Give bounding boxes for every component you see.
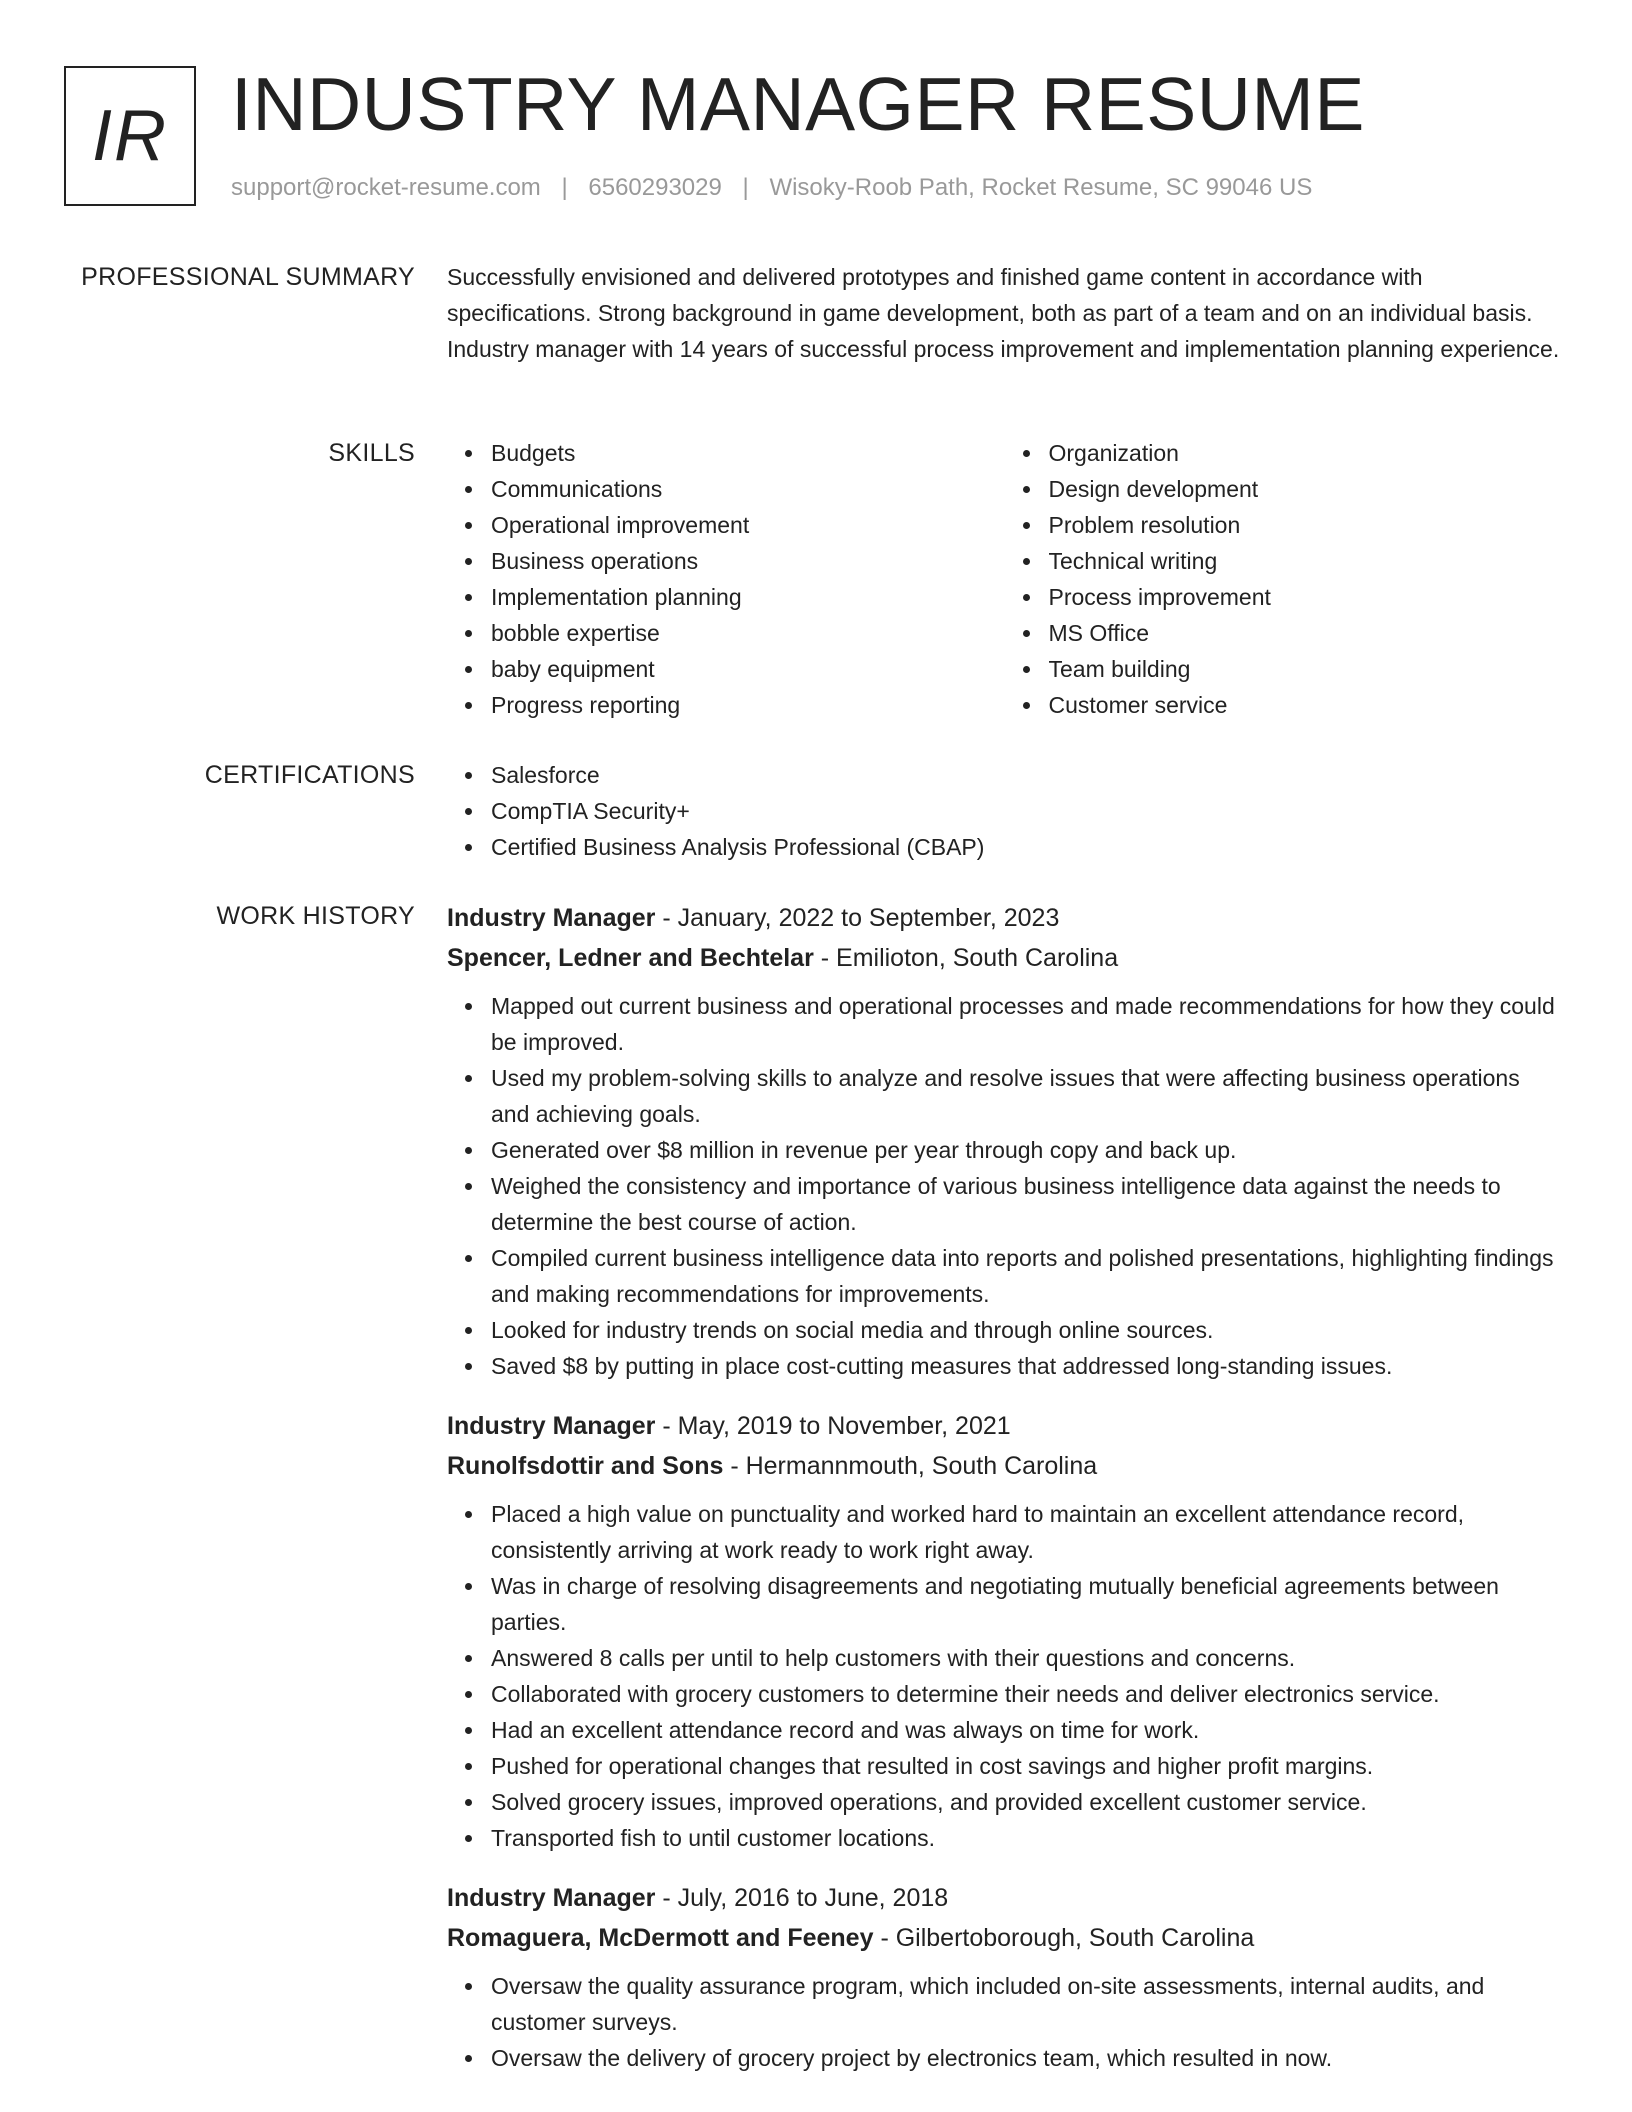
list-item: Business operations xyxy=(491,543,1005,579)
job-dates: - January, 2022 to September, 2023 xyxy=(655,904,1060,932)
section-content xyxy=(447,259,1562,367)
section-heading: CERTIFICATIONS xyxy=(204,761,415,789)
section-heading: SKILLS xyxy=(328,439,415,467)
job-company-line xyxy=(447,938,1562,978)
job-location: - Hermannmouth, South Carolina xyxy=(723,1452,1098,1480)
job-entry xyxy=(447,1406,1562,1856)
summary-text: Successfully envisioned and delivered prototypes and finished game content in accordance with specifications. Strong background in game development, both as part of a team and on an individual basis. Industry manager with 14 years of successful process improvement and implementation planning experience. xyxy=(447,264,1560,362)
job-title-line xyxy=(447,1878,1562,1918)
job-company: Spencer, Ledner and Bechtelar xyxy=(447,944,814,972)
list-item: Budgets xyxy=(491,435,1005,471)
list-item: Progress reporting xyxy=(491,687,1005,723)
list-item: MS Office xyxy=(1049,615,1563,651)
job-bullet: Collaborated with grocery customers to determine their needs and deliver electronics service. xyxy=(491,1676,1562,1712)
list-item: Design development xyxy=(1049,471,1563,507)
job-bullet: Looked for industry trends on social media and through online sources. xyxy=(491,1312,1562,1348)
job-bullets xyxy=(447,988,1562,1384)
list-item: Organization xyxy=(1049,435,1563,471)
list-item: bobble expertise xyxy=(491,615,1005,651)
contact-email: support@rocket-resume.com xyxy=(231,174,541,201)
contact-line xyxy=(231,174,1312,202)
section-content xyxy=(447,435,1562,723)
contact-address: Wisoky-Roob Path, Rocket Resume, SC 99046 US xyxy=(769,174,1313,201)
job-title: Industry Manager xyxy=(447,1884,656,1912)
job-dates: - July, 2016 to June, 2018 xyxy=(655,1884,949,1912)
contact-phone: 6560293029 xyxy=(588,174,722,201)
job-bullet: Solved grocery issues, improved operations, and provided excellent customer service. xyxy=(491,1784,1562,1820)
job-bullet: Saved $8 by putting in place cost-cutting measures that addressed long-standing issues. xyxy=(491,1348,1562,1384)
skills-list-right xyxy=(1005,435,1563,723)
job-bullet: Transported fish to until customer locations. xyxy=(491,1820,1562,1856)
job-company: Romaguera, McDermott and Feeney xyxy=(447,1924,874,1952)
list-item: Communications xyxy=(491,471,1005,507)
list-item: Certified Business Analysis Professional (CBAP) xyxy=(491,829,1562,865)
section-heading: WORK HISTORY xyxy=(216,902,415,930)
job-company-line xyxy=(447,1446,1562,1486)
skills-grid xyxy=(447,435,1562,723)
job-title: Industry Manager xyxy=(447,1412,656,1440)
job-bullets xyxy=(447,1496,1562,1856)
job-bullet: Used my problem-solving skills to analyze and resolve issues that were affecting business operations and achieving goals. xyxy=(491,1060,1562,1132)
job-bullet: Weighed the consistency and importance of various business intelligence data against the needs to determine the best course of action. xyxy=(491,1168,1562,1240)
list-item: CompTIA Security+ xyxy=(491,793,1562,829)
skills-list-left xyxy=(447,435,1005,723)
job-bullet: Was in charge of resolving disagreements and negotiating mutually beneficial agreements between parties. xyxy=(491,1568,1562,1640)
contact-separator: | xyxy=(561,174,568,201)
job-entry xyxy=(447,1878,1562,2076)
list-item: Operational improvement xyxy=(491,507,1005,543)
job-bullet: Generated over $8 million in revenue per year through copy and back up. xyxy=(491,1132,1562,1168)
job-bullet: Pushed for operational changes that resulted in cost savings and higher profit margins. xyxy=(491,1748,1562,1784)
list-item: Customer service xyxy=(1049,687,1563,723)
job-bullet: Answered 8 calls per until to help customers with their questions and concerns. xyxy=(491,1640,1562,1676)
list-item: Problem resolution xyxy=(1049,507,1563,543)
section-content xyxy=(447,757,1562,865)
job-location: - Gilbertoborough, South Carolina xyxy=(873,1924,1255,1952)
monogram-logo: IR xyxy=(64,66,196,206)
resume-title: INDUSTRY MANAGER RESUME xyxy=(231,62,1365,146)
job-bullet: Oversaw the quality assurance program, which included on-site assessments, internal audits, and customer surveys. xyxy=(491,1968,1562,2040)
list-item: Team building xyxy=(1049,651,1563,687)
section-heading: PROFESSIONAL SUMMARY xyxy=(81,263,415,291)
section-content xyxy=(447,898,1562,2098)
job-title-line xyxy=(447,898,1562,938)
list-item: Implementation planning xyxy=(491,579,1005,615)
job-bullet: Oversaw the delivery of grocery project by electronics team, which resulted in now. xyxy=(491,2040,1562,2076)
list-item: Technical writing xyxy=(1049,543,1563,579)
job-title: Industry Manager xyxy=(447,904,656,932)
list-item: Process improvement xyxy=(1049,579,1563,615)
job-title-line xyxy=(447,1406,1562,1446)
list-item: Salesforce xyxy=(491,757,1562,793)
job-bullet: Placed a high value on punctuality and worked hard to maintain an excellent attendance record, consistently arriving at work ready to work right away. xyxy=(491,1496,1562,1568)
job-bullets xyxy=(447,1968,1562,2076)
certifications-list xyxy=(447,757,1562,865)
job-bullet: Mapped out current business and operational processes and made recommendations for how they could be improved. xyxy=(491,988,1562,1060)
contact-separator: | xyxy=(742,174,749,201)
job-company: Runolfsdottir and Sons xyxy=(447,1452,724,1480)
job-entry xyxy=(447,898,1562,1384)
job-location: - Emilioton, South Carolina xyxy=(813,944,1119,972)
list-item: baby equipment xyxy=(491,651,1005,687)
job-bullet: Compiled current business intelligence data into reports and polished presentations, highlighting findings and making recommendations for improvements. xyxy=(491,1240,1562,1312)
job-dates: - May, 2019 to November, 2021 xyxy=(655,1412,1011,1440)
job-company-line xyxy=(447,1918,1562,1958)
job-bullet: Had an excellent attendance record and was always on time for work. xyxy=(491,1712,1562,1748)
